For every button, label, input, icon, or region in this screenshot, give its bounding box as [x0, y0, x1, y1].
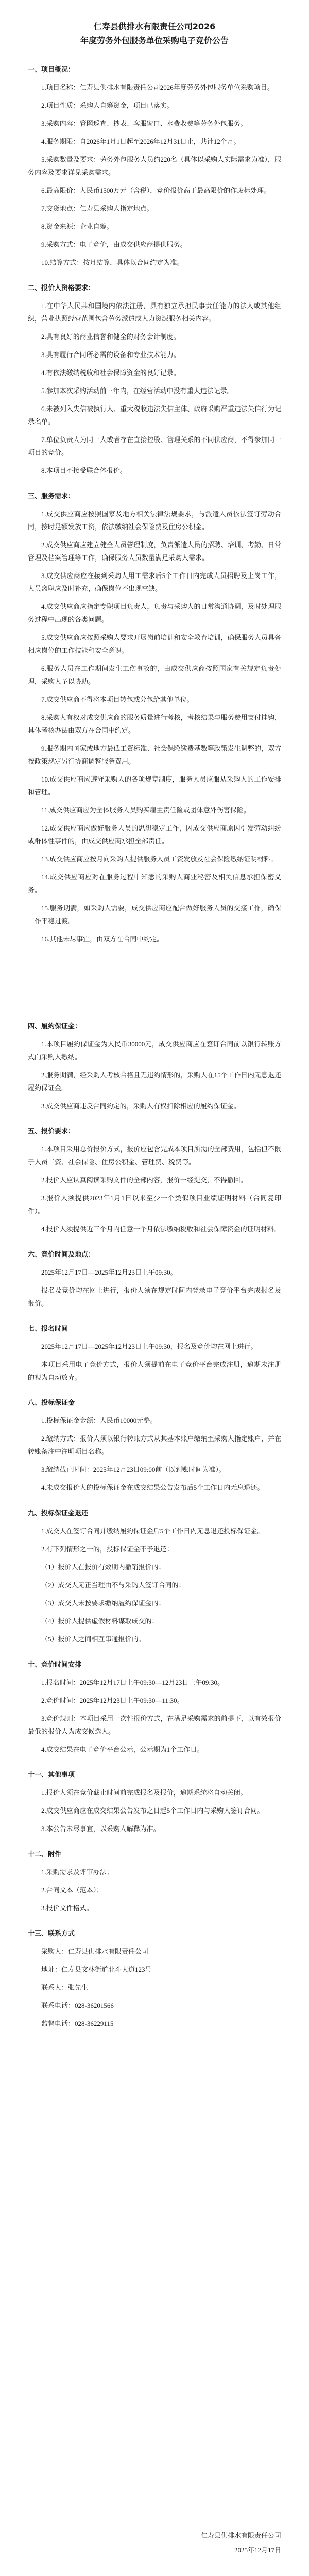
paragraph: 4.服务期限：自2026年1月1日起至2026年12月31日止，共计12个月。: [41, 138, 241, 145]
section-bid-deposit: [28, 1396, 281, 1494]
section-heading: 五、报价要求：: [28, 1127, 75, 1135]
paragraph: （1）报价人在报价有效期内撤销报价的；: [41, 1563, 165, 1571]
paragraph: 5.采购数量及要求：劳务外包服务人员约220名（具体以采购人实际需求为准），服务内容及要求详见采购需求。: [28, 156, 281, 176]
paragraph: 2.缴纳方式：报价人须以银行转账方式从其基本账户缴纳至采购人指定账户，并在转账备注中注明项目名称。: [28, 1435, 281, 1455]
section-project-overview: [28, 63, 281, 269]
spacer: [28, 951, 281, 1007]
section-contact: [28, 1927, 281, 2030]
paragraph: 7.交货地点：仁寿县采购人指定地点。: [41, 205, 153, 212]
paragraph: 3.采购内容：管网巡查、抄表、客服窗口、水费收费等劳务外包服务。: [41, 120, 247, 127]
section-quotation-requirements: [28, 1125, 281, 1235]
paragraph: 4.有依法缴纳税收和社会保障资金的良好记录。: [41, 369, 180, 377]
paragraph: 2.有下列情形之一的，投标保证金不予退还：: [41, 1545, 174, 1553]
paragraph: 2.竞价时间：2025年12月23日上午09:30—11:30。: [41, 1697, 184, 1704]
paragraph: 2.具有良好的商业信誉和健全的财务会计制度。: [41, 333, 180, 341]
paragraph: 3.具有履行合同所必需的设备和专业技术能力。: [41, 351, 180, 359]
contact-line: 地址：仁寿县文林街道北斗大道123号: [41, 1965, 152, 1973]
paragraph: 9.服务期内国家或地方最低工资标准、社会保险缴费基数等政策发生调整的，双方按政策规定另行协商调整服务费用。: [28, 744, 281, 765]
paragraph: 8.资金来源：企业自筹。: [41, 223, 113, 230]
paragraph: 3.成交供应商违反合同约定的，采购人有权扣除相应的履约保证金。: [41, 1102, 241, 1110]
paragraph: 5.参加本次采购活动前三年内，在经营活动中没有重大违法记录。: [41, 387, 234, 395]
section-heading: 十一、其他事项: [28, 1771, 75, 1778]
paragraph: 一、项目概况：: [28, 65, 75, 73]
paragraph: 1.成交供应商应按照国家及地方相关法律法规要求，与派遣人员依法签订劳动合同，按时足额发放工资，依法缴纳社会保险费及住房公积金。: [28, 510, 281, 531]
paragraph: 8.本项目不接受联合体报价。: [41, 467, 127, 474]
contact-line: 联系电话：028-36201566: [41, 2002, 114, 2009]
paragraph: 9.采购方式：电子竞价，由成交供应商提供服务。: [41, 241, 187, 248]
title-line-2: 年度劳务外包服务单位采购电子竞价公告: [80, 36, 229, 45]
contact-line: 联系人：张先生: [41, 1984, 89, 1991]
section-heading: 六、竞价时间及地点：: [28, 1250, 95, 1258]
paragraph: 3.本公告未尽事宜，以采购人解释为准。: [41, 1825, 160, 1833]
paragraph: 5.成交供应商应按照采购人要求开展岗前培训和安全教育培训，确保服务人员具备相应岗位的工作技能和安全意识。: [28, 634, 281, 654]
section-heading: 九、投标保证金退还: [28, 1509, 89, 1517]
paragraph: 1.本项目履约保证金为人民币30000元，成交供应商应在签订合同前以银行转账方式向采购人缴纳。: [28, 1040, 281, 1061]
section-heading: 三、服务需求：: [28, 492, 75, 500]
paragraph: （5）报价人之间相互串通报价的。: [41, 1635, 145, 1643]
paragraph: 1.投标保证金金额：人民币10000元整。: [41, 1417, 157, 1425]
signature-date: 2025年12月17日: [234, 2546, 281, 2554]
section-attachments: [28, 1848, 281, 1914]
paragraph: 13.成交供应商应按月向采购人提供服务人员工资发放及社会保险缴纳证明材料。: [41, 855, 278, 863]
paragraph: 3.竞价规则：本项目采用一次性报价方式，在满足采购需求的前提下，以有效报价最低的报价人为成交候选人。: [28, 1715, 281, 1735]
section-bidding-time: [28, 1248, 281, 1310]
paragraph: 4.成交供应商应指定专职项目负责人，负责与采购人的日常沟通协调，及时处理服务过程中出现的各类问题。: [28, 603, 281, 623]
paragraph: 6.未被列入失信被执行人、重大税收违法失信主体、政府采购严重违法失信行为记录名单。: [28, 405, 281, 426]
paragraph: 2025年12月17日—2025年12月23日上午09:30，报名及竞价均在网上进行。: [41, 1343, 258, 1350]
paragraph: 2025年12月17日—2025年12月23日上午09:30。: [41, 1268, 177, 1276]
section-performance-deposit: [28, 1020, 281, 1112]
paragraph: 7.成交供应商不得将本项目转包或分包给其他单位。: [41, 696, 194, 703]
paragraph: 1.成交人在签订合同并缴纳履约保证金后5个工作日内无息退还投标保证金。: [41, 1527, 264, 1535]
paragraph: 7.单位负责人为同一人或者存在直接控股、管理关系的不同供应商，不得参加同一项目的竞价。: [28, 436, 281, 456]
paragraph: 16.其他未尽事宜，由双方在合同中约定。: [41, 935, 164, 943]
paragraph: 2.报价人应认真阅读采购文件的全部内容，报价一经提交，不得撤回。: [41, 1176, 247, 1184]
section-qualification: [28, 281, 281, 477]
signature-block: [201, 2529, 281, 2557]
paragraph: 4.未成交报价人的投标保证金在成交结果公告发布后5个工作日内无息退还。: [41, 1484, 264, 1492]
section-schedule: [28, 1658, 281, 1756]
paragraph: 报名及竞价均在网上进行，报价人须在规定时间内登录电子竞价平台完成报名及报价。: [28, 1286, 281, 1307]
paragraph: 1.报价人须在竞价截止时间前完成报名及报价，逾期系统将自动关闭。: [41, 1789, 247, 1797]
section-heading: 十、竞价时间安排: [28, 1660, 82, 1668]
section-other-matters: [28, 1768, 281, 1835]
section-registration-time: [28, 1322, 281, 1384]
paragraph: 11.成交供应商应为全体服务人员购买雇主责任险或团体意外伤害保险。: [41, 806, 250, 814]
paragraph: 14.成交供应商应对在服务过程中知悉的采购人商业秘密及相关信息承担保密义务。: [28, 873, 281, 894]
section-heading: 八、投标保证金: [28, 1399, 75, 1406]
paragraph: 本项目采用电子竞价方式，报价人须提前在电子竞价平台完成注册，逾期未注册的视为自动放弃。: [28, 1361, 281, 1381]
paragraph: 1.在中华人民共和国境内依法注册，具有独立承担民事责任能力的法人或其他组织，营业执照经营范围包含劳务派遣或人力资源服务相关内容。: [28, 302, 281, 323]
paragraph: 2.合同文本（范本）；: [41, 1886, 104, 1894]
paragraph: 15.服务期满，如采购人需要，成交供应商应配合做好服务人员的交接工作，确保工作平稳过渡。: [28, 904, 281, 925]
page-title: [28, 20, 281, 47]
paragraph: （2）成交人无正当理由不与采购人签订合同的；: [41, 1581, 185, 1589]
paragraph: 1.本项目采用总价报价方式，报价应包含完成本项目所需的全部费用，包括但不限于人员工资、社会保险、住房公积金、管理费、税费等。: [28, 1145, 281, 1166]
section-heading: 十三、联系方式: [28, 1929, 75, 1937]
paragraph: 4.报价人须提供近三个月内任意一个月依法缴纳税收和社会保障资金的证明材料。: [41, 1225, 281, 1233]
title-line-1: 仁寿县供排水有限责任公司2026: [93, 22, 216, 31]
paragraph: （4）报价人提供虚假材料谋取成交的；: [41, 1617, 159, 1625]
paragraph: 3.缴纳截止时间：2025年12月23日09:00前（以到账时间为准）。: [41, 1466, 226, 1473]
signature-company: 仁寿县供排水有限责任公司: [200, 2532, 281, 2539]
section-heading: 二、报价人资格要求：: [28, 284, 95, 292]
paragraph: 4.成交结果在电子竞价平台公示，公示期为1个工作日。: [41, 1745, 204, 1753]
paragraph: 6.服务人员在工作期间发生工伤事故的，由成交供应商按照国家有关规定负责处理，采购人予以协助。: [28, 665, 281, 685]
section-service-requirements: [28, 489, 281, 945]
section-heading: 七、报名时间: [28, 1325, 68, 1332]
paragraph: 1.项目名称：仁寿县供排水有限责任公司2026年度劳务外包服务单位采购项目。: [41, 83, 274, 91]
paragraph: 12.成交供应商应做好服务人员的思想稳定工作，因成交供应商原因引发劳动纠纷或群体性事件的，由成交供应商承担全部责任。: [28, 824, 281, 845]
contact-line: 采购人：仁寿县供排水有限责任公司: [41, 1947, 149, 1955]
paragraph: 2.项目性质：采购人自筹资金，项目已落实。: [41, 101, 174, 109]
paragraph: 2.成交供应商应在成交结果公告发布之日起5个工作日内与采购人签订合同。: [41, 1807, 264, 1815]
paragraph: 10.成交供应商应遵守采购人的各项规章制度，服务人员应服从采购人的工作安排和管理。: [28, 775, 281, 796]
paragraph: 2.成交供应商应建立健全人员管理制度，负责派遣人员的招聘、培训、考勤、日常管理及档案管理等工作，确保服务人员数量满足采购人需求。: [28, 541, 281, 562]
paragraph: 10.结算方式：按月结算，具体以合同约定为准。: [41, 259, 184, 266]
paragraph: 1.报名时间：2025年12月17日上午09:30—12月23日上午09:30。: [41, 1679, 224, 1686]
paragraph: 3.报价文件格式。: [41, 1904, 93, 1912]
contact-line: 监督电话：028-36229115: [41, 2020, 114, 2027]
paragraph: 8.采购人有权对成交供应商的服务质量进行考核，考核结果与服务费用支付挂钩，具体考核办法由双方在合同中约定。: [28, 714, 281, 734]
paragraph: 3.报价人须提供2023年1月1日以来至少一个类似项目业绩证明材料（合同复印件）。: [28, 1194, 281, 1215]
paragraph: 2.服务期满，经采购人考核合格且无违约情形的，采购人在15个工作日内无息退还履约保证金。: [28, 1071, 281, 1092]
paragraph: 6.最高限价：人民币1500万元（含税），竞价报价高于最高限价的作废标处理。: [41, 187, 271, 194]
section-heading: 十二、附件: [28, 1850, 62, 1858]
paragraph: （3）成交人未按要求缴纳履约保证金的；: [41, 1599, 165, 1607]
section-heading: 四、履约保证金：: [28, 1022, 82, 1030]
paragraph: 1.采购需求及评审办法；: [41, 1868, 113, 1876]
section-deposit-refund: [28, 1506, 281, 1646]
paragraph: 3.成交供应商应在接到采购人用工需求后5个工作日内完成人员招聘及上岗工作，人员离职应及时补充，确保岗位不出现空缺。: [28, 572, 281, 592]
